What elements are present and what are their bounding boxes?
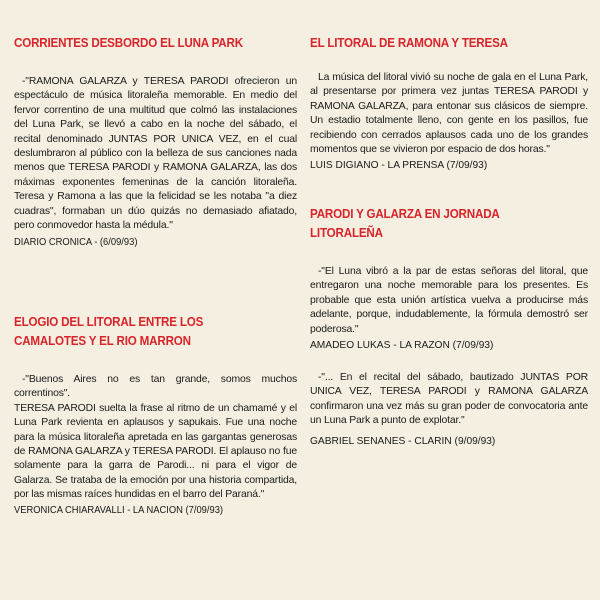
article-heading: ELOGIO DEL LITORAL ENTRE LOS CAMALOTES Y EL RIO MARRON xyxy=(14,315,204,348)
article-heading: CORRIENTES DESBORDO EL LUNA PARK xyxy=(14,36,243,50)
article-body-intro: -"Buenos Aires no es tan grande, somos muchos correntinos". xyxy=(14,374,297,400)
article-body: -"RAMONA GALARZA y TERESA PARODI ofrecieron un espectáculo de música litoraleña memorable. En medio del fervor correntino de una multitud que colmó las instalaciones del Luna Park, se llevó a cabo en la noche del sábado, el recital denominado JUNTAS POR UNICA VEZ, en el cual deslumbraron al público con la belleza de sus canciones nada menos que TERESA PARODI y RAMONA GALARZA, las dos máximas exponentes femeninas de la canción litoraleña. Teresa y Ramona a las que la felicidad se les notaba "a diez cuadras", formaban un dúo quizás no demasiado afiatado, pero conmovedor hasta la médula." xyxy=(14,76,297,232)
article-credit: DIARIO CRONICA - (6/09/93) xyxy=(14,237,138,249)
article-corrientes xyxy=(14,34,297,250)
article-parodi-galarza xyxy=(310,205,588,449)
article-credit: AMADEO LUKAS - LA RAZON (7/09/93) xyxy=(310,340,494,352)
article-heading: EL LITORAL DE RAMONA Y TERESA xyxy=(310,36,508,50)
article-heading: PARODI Y GALARZA EN JORNADA LITORALEÑA xyxy=(310,207,500,240)
article-litoral xyxy=(310,34,588,173)
article-elogio xyxy=(14,313,297,518)
article-body: -"El Luna vibró a la par de estas señoras del litoral, que entregaron una noche memorable para los presentes. Es probable que esta unión artística vuelva a producirse más adelante, porque, indudablemente, la fórmula demostró ser poderosa." xyxy=(310,266,588,335)
article-body: TERESA PARODI suelta la frase al ritmo de un chamamé y el Luna Park revienta en aplausos y sapukais. Fue una noche para la música litoraleña apretada en las gargantas generosas de RAMONA GALARZA y TERESA PARODI. El aplauso no fue solamente para la garra de Parodi... ni para el vigor de Galarza. Se trataba de la emoción por una historia compartida, por las mismas raíces hundidas en el barro del Paraná." xyxy=(14,402,297,501)
article-credit: LUIS DIGIANO - LA PRENSA (7/09/93) xyxy=(310,160,488,172)
article-credit: VERONICA CHIARAVALLI - LA NACION (7/09/93) xyxy=(14,504,224,516)
article-body-second: -"... En el recital del sábado, bautizado JUNTAS POR UNICA VEZ, TERESA PARODI y RAMONA GALARZA confirmaron una vez más su gran poder de convocatoria ante un Luna Park a punto de explotar." xyxy=(310,372,588,427)
article-credit-second: GABRIEL SENANES - CLARIN (9/09/93) xyxy=(310,435,496,447)
article-body: La música del litoral vivió su noche de gala en el Luna Park, al presentarse por primera vez juntas TERESA PARODI y RAMONA GALARZA, para entonar sus clásicos de siempre. Un estadio totalmente lleno, con gente en los pasillos, fue recibiendo con cerrados aplausos cada uno de los grandes momentos que se vivieron por espacio de dos horas." xyxy=(310,72,588,156)
